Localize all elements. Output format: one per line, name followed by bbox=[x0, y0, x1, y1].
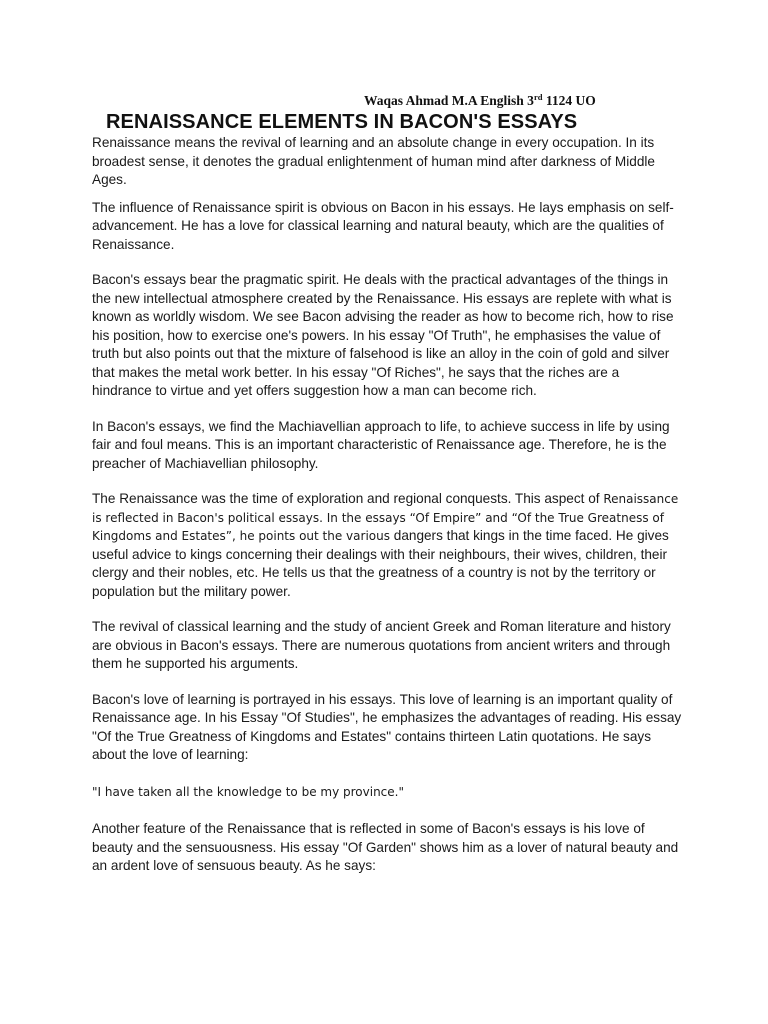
document-body bbox=[92, 134, 682, 876]
paragraph-exploration-part-b: Renaissance is reflected in Bacon's political essays. In the essays “Of Empire” and “Of the True Greatness of Kingdoms and Estates”, he points out the various bbox=[92, 492, 679, 543]
paragraph-classical-learning: The revival of classical learning and the study of ancient Greek and Roman literature and history are obvious in Bacon's essays. There are numerous quotations from ancient writers and through them he supported his arguments. bbox=[92, 619, 671, 671]
author-suffix: 1124 UO bbox=[542, 93, 596, 108]
author-prefix: Waqas Ahmad M.A English 3 bbox=[364, 93, 534, 108]
paragraph-machiavellian: In Bacon's essays, we find the Machiavellian approach to life, to achieve success in life by using fair and foul means. This is an important characteristic of Renaissance age. Therefore, he is the preacher of Machiavellian philosophy. bbox=[92, 418, 670, 471]
paragraph-exploration-conquests bbox=[92, 490, 682, 601]
paragraph-renaissance-definition: Renaissance means the revival of learning and an absolute change in every occupation. In its broadest sense, it denotes the gradual enlightenment of human mind after darkness of Middle Ages. bbox=[92, 135, 655, 187]
paragraph-pragmatic-spirit: Bacon's essays bear the pragmatic spirit. He deals with the practical advantages of the things in the new intellectual atmosphere created by the Renaissance. His essays are replete with what is known as worldly wisdom. We see Bacon advising the reader as how to become rich, how to rise his position, how to exercise one's powers. In his essay "Of Truth", he emphasises the value of truth but also points out that the mixture of falsehood is like an alloy in the coin of gold and silver that makes the metal work better. In his essay "Of Riches", he says that the riches are a hindrance to virtue and yet offers suggestion how a man can become rich. bbox=[92, 272, 674, 398]
paragraph-love-of-learning: Bacon's love of learning is portrayed in his essays. This love of learning is an important quality of Renaissance age. In his Essay "Of Studies", he emphasizes the advantages of reading. His essay "Of the True Greatness of Kingdoms and Estates" contains thirteen Latin quotations. He says about the love of learning: bbox=[92, 691, 682, 762]
paragraph-love-of-beauty: Another feature of the Renaissance that is reflected in some of Bacon's essays is his love of beauty and the sensuousness. His essay "Of Garden" shows him as a lover of natural beauty and an ardent love of sensuous beauty. As he says: bbox=[92, 821, 679, 873]
document-title: RENAISSANCE ELEMENTS IN BACON'S ESSAYS bbox=[106, 111, 578, 133]
paragraph-exploration-part-a: The Renaissance was the time of exploration and regional conquests. This aspect of bbox=[92, 491, 604, 506]
author-line bbox=[364, 93, 596, 109]
paragraph-renaissance-influence: The influence of Renaissance spirit is obvious on Bacon in his essays. He lays emphasis on self-advancement. He has a love for classical learning and natural beauty, which are the qualities of Renaissance. bbox=[92, 199, 674, 252]
author-superscript: rd bbox=[533, 92, 543, 102]
paragraph-exploration-part-c: dangers that kings in the time faced. He gives useful advice to kings concerning their dealings with their neighbours, their wives, children, their clergy and their nobles, etc. He tells us that the greatness of a country is not by the territory or population but the military power. bbox=[92, 528, 669, 599]
quotation: "I have taken all the knowledge to be my province." bbox=[92, 784, 404, 799]
